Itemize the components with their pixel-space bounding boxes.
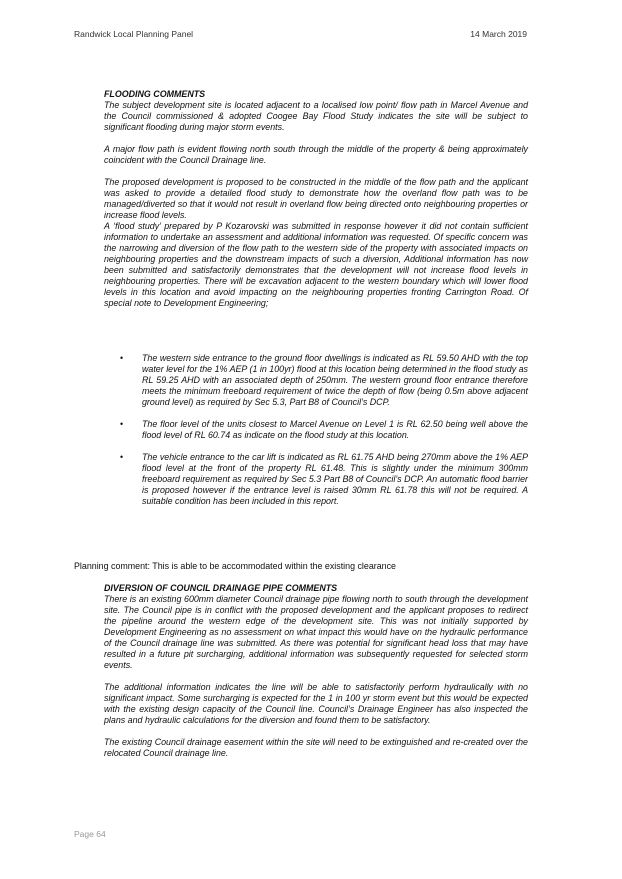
bullet-text: The floor level of the units closest to Marcel Avenue on Level 1 is RL 62.50 being well above the flood level of RL 60.74 as indicate on the flood study at this location.	[142, 419, 528, 440]
flooding-paragraph-2: A major flow path is evident flowing north south through the middle of the property & being approximately coincident with the Council Drainage line.	[104, 144, 528, 165]
drainage-paragraph-2: The additional information indicates the line will be able to satisfactorily perform hydraulically with no significant impact. Some surcharging is expected for the 1 in 100 yr storm event but this would be expected with the existing design capacity of the Council line. Council’s Drainage Engineer has also inspected the plans and hydraulic calculations for the diversion and found them to be satisfactory.	[104, 682, 528, 725]
bullet-text: The vehicle entrance to the car lift is indicated as RL 61.75 AHD being 270mm above the 1% AEP flood level at the front of the property RL 61.48. This is slightly under the minimum 300mm freeboard requirement as required by Sec 5.3 Part B8 of Council’s DCP. An automatic flood barrier is proposed however if the entrance level is raised 30mm RL 61.78 this will not be required. A suitable condition has been included in this report.	[142, 452, 528, 506]
flooding-paragraph-1: The subject development site is located adjacent to a localised low point/ flow path in Marcel Avenue and the Council commissioned & adopted Coogee Bay Flood Study indicates the site will be subject to significant flooding during major storm events.	[104, 100, 528, 132]
header-date: 14 March 2019	[470, 29, 527, 39]
flooding-paragraph-4: A ‘flood study’ prepared by P Kozarovski was submitted in response however it did not contain sufficient information to undertake an assessment and additional information was requested. Of specific concern was the narrowing and diversion of the flow path to the western side of the property with associated impacts on neighbouring properties and the downstream impacts of such a diversion, Additional information has now been submitted and satisfactorily demonstrates that the development will not increase flood levels in neighbouring properties. There will be excavation adjacent to the western boundary which will lower flood levels in this location and avoid impacting on the neighbouring properties fronting Carrington Road. Of special note to Development Engineering;	[104, 221, 528, 308]
page-number: Page 64	[74, 829, 106, 839]
header-title: Randwick Local Planning Panel	[74, 29, 194, 39]
bullet-icon: •	[120, 452, 124, 462]
list-item	[104, 353, 528, 408]
drainage-paragraph-1: There is an existing 600mm diameter Council drainage pipe flowing north to south through the development site. The Council pipe is in conflict with the proposed development and the applicant proposes to redirect the pipeline around the western edge of the development site. This was not initially supported by Development Engineering as no assessment on what impact this would have on the hydraulic performance of the Council drainage line was submitted. As there was potential for significant head loss that may have resulted in a future pit surcharging, additional information was subsequently requested for selected storm events.	[104, 594, 528, 670]
flooding-heading: FLOODING COMMENTS	[104, 89, 206, 99]
planning-comment: Planning comment: This is able to be accommodated within the existing clearance	[74, 561, 396, 571]
bullet-icon: •	[120, 419, 124, 429]
drainage-paragraph-3: The existing Council drainage easement within the site will need to be extinguished and re-created over the relocated Council drainage line.	[104, 737, 528, 758]
drainage-heading: DIVERSION OF COUNCIL DRAINAGE PIPE COMMENTS	[104, 583, 338, 593]
flooding-section	[104, 89, 528, 309]
flooding-bullet-list	[104, 353, 528, 507]
list-item	[104, 419, 528, 441]
drainage-section	[104, 583, 528, 759]
bullet-icon: •	[120, 353, 124, 363]
flooding-paragraph-3: The proposed development is proposed to be constructed in the middle of the flow path and the applicant was asked to provide a detailed flood study to demonstrate how the overland flow path was to be managed/diverted so that it would not result in overland flow being directed onto neighbouring properties or increase flood levels.	[104, 177, 528, 220]
bullet-text: The western side entrance to the ground floor dwellings is indicated as RL 59.50 AHD with the top water level for the 1% AEP (1 in 100yr) flood at this location being determined in the flood study as RL 59.25 AHD with an associated depth of 250mm. The western ground floor entrance therefore meets the minimum freeboard requirement of twice the depth of flow (being 0.5m above adjacent ground level) as required by Sec 5.3, Part B8 of Council’s DCP.	[142, 353, 528, 407]
list-item	[104, 452, 528, 507]
